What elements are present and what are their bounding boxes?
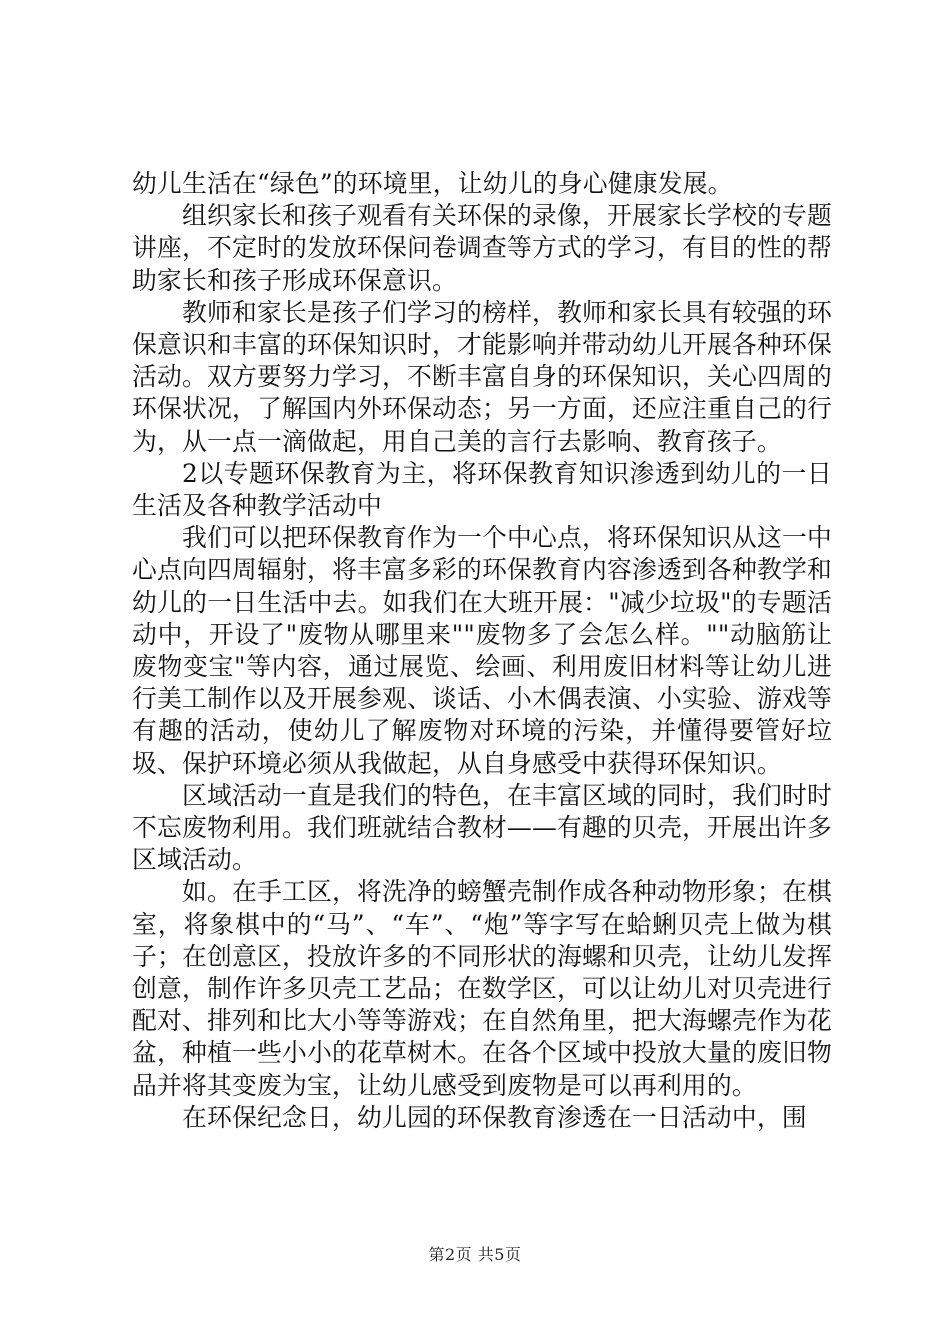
section-heading: 2以专题环保教育为主，将环保教育知识渗透到幼儿的一日生活及各种教学活动中: [132, 458, 832, 521]
paragraph: 在环保纪念日，幼儿园的环保教育渗透在一日活动中，围: [182, 1102, 807, 1132]
paragraph: 我们可以把环保教育作为一个中心点，将环保知识从这一中心点向四周辐射，将丰富多彩的环保教育内容渗透到各种教学和幼儿的一日生活中去。如我们在大班开展："减少垃圾"的专题活动中，开设了"废物从哪里来""废物多了会怎么样。""动脑筋让废物变宝"等内容，通过展览、绘画、利用废旧材料等让幼儿进行美工制作以及开展参观、谈话、小木偶表演、小实验、游戏等有趣的活动，使幼儿了解废物对环境的污染，并懂得要管好垃圾、保护环境必须从我做起，从自身感受中获得环保知识。: [132, 523, 832, 778]
paragraph: 组织家长和孩子观看有关环保的录像，开展家长学校的专题讲座，不定时的发放环保问卷调查等方式的学习，有目的性的帮助家长和孩子形成环保意识。: [132, 201, 832, 295]
paragraph: 如。在手工区，将洗净的螃蟹壳制作成各种动物形象；在棋室，将象棋中的“马”、“车”、“炮”等字写在蛤蜊贝壳上做为棋子；在创意区，投放许多的不同形状的海螺和贝壳，让幼儿发挥创意，制作许多贝壳工艺品；在数学区，可以让幼儿对贝壳进行配对、排列和比大小等等游戏；在自然角里，把大海螺壳作为花盆，种植一些小小的花草树木。在各个区域中投放大量的废旧物品并将其变废为宝，让幼儿感受到废物是可以再利用的。: [132, 877, 832, 1100]
paragraph-continuation: 幼儿生活在“绿色”的环境里，让幼儿的身心健康发展。: [132, 169, 733, 198]
paragraph: 教师和家长是孩子们学习的榜样，教师和家长具有较强的环保意识和丰富的环保知识时，才能影响并带动幼儿开展各种环保活动。双方要努力学习，不断丰富自身的环保知识，关心四周的环保状况，了解国内外环保动态；另一方面，还应注重自己的行为，从一点一滴做起，用自己美的言行去影响、教育孩子。: [132, 297, 832, 456]
document-body: [132, 168, 832, 1134]
page-number-footer: 第2页 共5页: [428, 1245, 522, 1264]
paragraph: 区域活动一直是我们的特色，在丰富区域的同时，我们时时不忘废物利用。我们班就结合教材——有趣的贝壳，开展出许多区域活动。: [132, 780, 832, 875]
